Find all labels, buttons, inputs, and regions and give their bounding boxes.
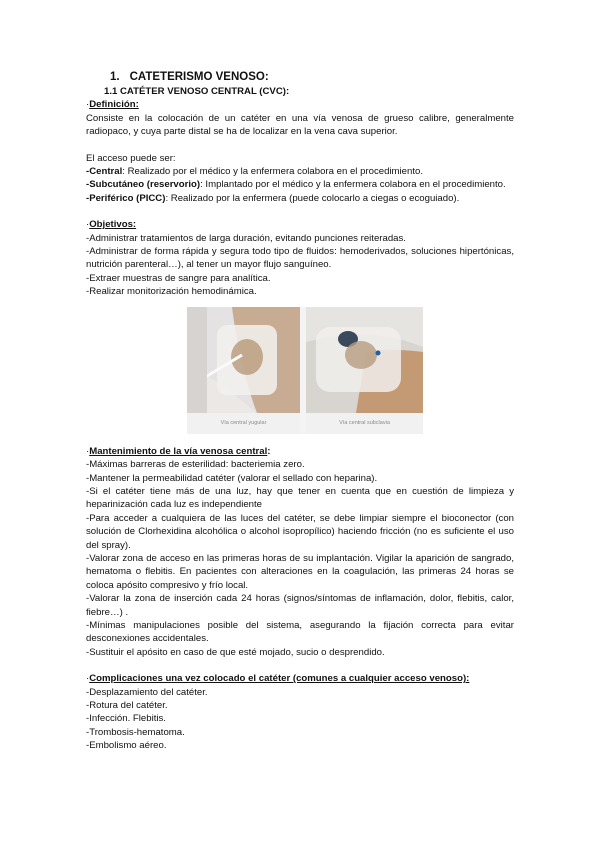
acceso-intro: El acceso puede ser: (86, 152, 176, 164)
complicaciones-title: ·Complicaciones una vez colocado el catéter (comunes a cualquier acceso venoso): (86, 673, 470, 685)
list-item: -Valorar zona de acceso en las primeras horas de su implantación. Vigilar la aparición de sangrado, hematoma o flebitis. En pacientes con alteraciones en la coagulación, las primeras 24 horas se coloca apósito compresivo y frío local. (86, 552, 514, 591)
list-item: -Mantener la permeabilidad catéter (valorar el sellado con heparina). (86, 472, 378, 484)
definicion-text: Consiste en la colocación de un catéter en una vía venosa de grueso calibre, generalmente radiopaco, y cuya parte distal se ha de localizar en la vena cava superior. (86, 112, 514, 138)
list-item: -Para acceder a cualquiera de las luces del catéter, se debe limpiar siempre el bioconector (con solución de Clorhexidina alcohólica o alcohol isopropílico) haciendo fricción (no es suficiente el uso del spray). (86, 512, 514, 551)
list-item: -Extraer muestras de sangre para analítica. (86, 272, 271, 284)
main-heading (110, 70, 514, 84)
right-photo-caption: Vía central subclavia (306, 413, 423, 434)
catheter-images (187, 307, 423, 434)
list-item: -Sustituir el apósito en caso de que esté mojado, sucio o desprendido. (86, 646, 385, 658)
acceso-item-subcutaneo: -Subcutáneo (reservorio): Implantado por el médico y la enfermera colabora en el procedimiento. (86, 179, 506, 191)
acceso-item-central: -Central: Realizado por el médico y la enfermera colabora en el procedimiento. (86, 166, 424, 178)
list-item: -Máximas barreras de esterilidad: bacteriemia zero. (86, 459, 305, 471)
list-item: -Trombosis-hematoma. (86, 726, 185, 738)
list-item: -Mínimas manipulaciones posible del sistema, asegurando la fijación correcta para evitar desconexiones accidentales. (86, 619, 514, 645)
list-item: -Administrar tratamientos de larga duración, evitando punciones reiteradas. (86, 232, 406, 244)
list-item: -Embolismo aéreo. (86, 740, 167, 752)
list-item: -Infección. Flebitis. (86, 713, 166, 725)
list-item: -Realizar monitorización hemodinámica. (86, 286, 257, 298)
document-page (86, 70, 514, 753)
heading-number: 1. (110, 71, 120, 83)
definicion-title: ·Definición: (86, 99, 139, 111)
list-item: -Administrar de forma rápida y segura todo tipo de fluidos: hemoderivados, soluciones hipertónicas, nutrición parenteral…), al tener un mayor flujo sanguíneo. (86, 246, 514, 271)
list-item: -Rotura del catéter. (86, 700, 168, 711)
jugular-catheter-photo (187, 307, 300, 413)
acceso-item-periferico: -Periférico (PICC): Realizado por la enfermera (puede colocarlo a ciegas o ecoguiado). (86, 192, 460, 204)
list-item: -Desplazamiento del catéter. (86, 686, 208, 698)
subclavian-catheter-photo (306, 307, 423, 413)
list-item: -Si el catéter tiene más de una luz, hay que tener en cuenta que en cuestión de limpieza y heparinización cada luz es independiente (86, 485, 514, 511)
subheading: 1.1 CATÉTER VENOSO CENTRAL (CVC): (104, 86, 290, 97)
left-photo-caption: Vía central yugular (187, 413, 300, 434)
heading-text: CATETERISMO VENOSO: (129, 71, 269, 83)
mantenimiento-title: ·Mantenimiento de la vía venosa central: (86, 445, 271, 457)
objetivos-title: ·Objetivos: (86, 219, 137, 231)
list-item: -Valorar la zona de inserción cada 24 horas (signos/síntomas de inflamación, dolor, flebitis, calor, fiebre…) . (86, 593, 514, 618)
